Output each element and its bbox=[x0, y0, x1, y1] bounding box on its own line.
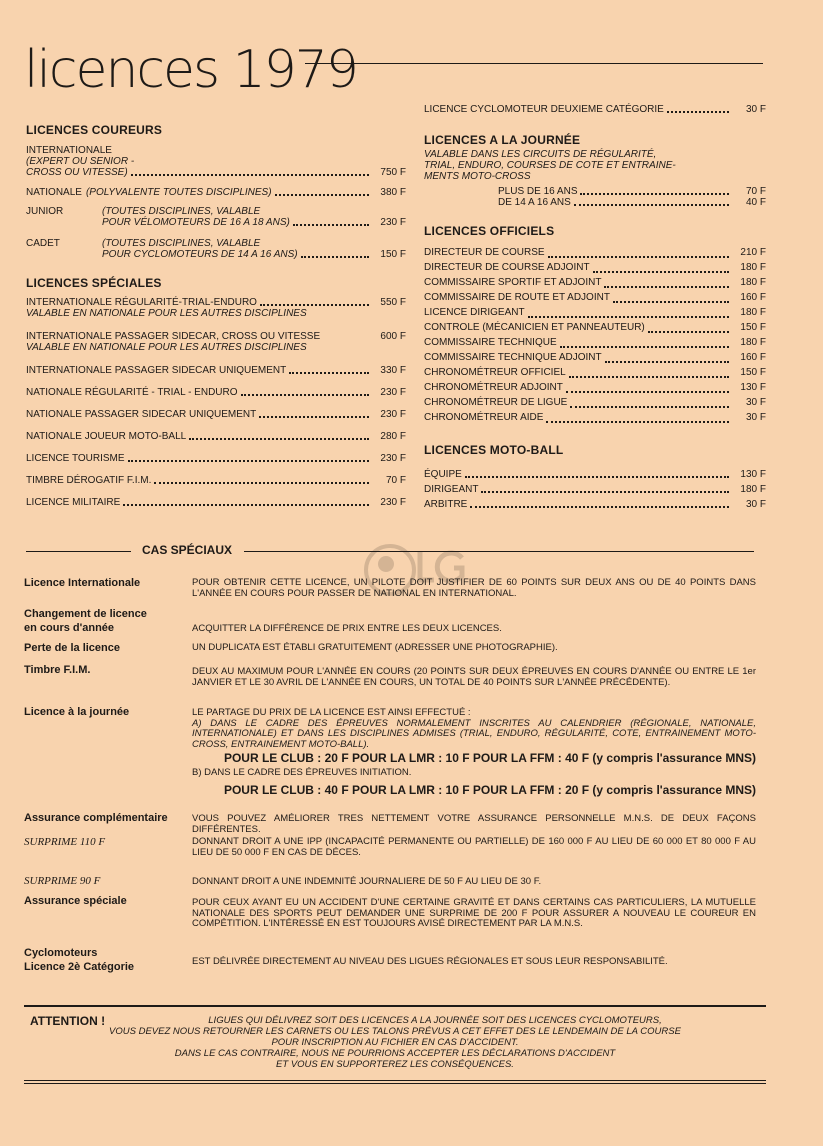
item-label: COMMISSAIRE SPORTIF ET ADJOINT bbox=[424, 277, 602, 288]
cadet-label: CADET bbox=[26, 238, 60, 249]
item-price: 550 F bbox=[380, 297, 406, 308]
nationale-entry bbox=[26, 187, 406, 198]
case-label: Licence Internationale bbox=[24, 577, 141, 589]
item-label: DIRECTEUR DE COURSE ADJOINT bbox=[424, 262, 590, 273]
item-price: 130 F bbox=[740, 382, 766, 393]
page-title: licences 1979 bbox=[24, 40, 357, 100]
list-item bbox=[26, 387, 406, 409]
item-note: VALABLE EN NATIONALE POUR LES AUTRES DISCIPLINES bbox=[26, 342, 307, 353]
title-rule bbox=[305, 63, 763, 64]
cas-speciaux-heading: CAS SPÉCIAUX bbox=[142, 543, 233, 557]
item-label: LICENCE DIRIGEANT bbox=[424, 307, 525, 318]
case-label: Timbre F.I.M. bbox=[24, 664, 91, 676]
attention-line: VOUS DEVEZ NOUS RETOURNER LES CARNETS OU LES TALONS PRÉVUS A CET EFFET DES LE LENDEMAIN DE LA COURSE bbox=[109, 1026, 681, 1037]
item-price: 30 F bbox=[745, 412, 766, 423]
leader-dots bbox=[570, 402, 729, 408]
item-label: CONTROLE (MÉCANICIEN ET PANNEAUTEUR) bbox=[424, 322, 645, 333]
leader-dots bbox=[189, 434, 369, 440]
divider bbox=[24, 1083, 766, 1084]
item-label: INTERNATIONALE PASSAGER SIDECAR, CROSS OU VITESSE bbox=[26, 331, 321, 342]
case-text: ACQUITTER LA DIFFÉRENCE DE PRIX ENTRE LES DEUX LICENCES. bbox=[192, 623, 502, 634]
junior-entry bbox=[26, 206, 406, 228]
leader-dots bbox=[241, 390, 369, 396]
leader-dots bbox=[605, 357, 729, 363]
leader-dots bbox=[260, 300, 369, 306]
item-label: ÉQUIPE bbox=[424, 469, 462, 480]
cyclo-price: 30 F bbox=[745, 104, 766, 115]
case-label bbox=[24, 946, 184, 974]
case-label: Assurance complémentaire bbox=[24, 812, 168, 824]
international-entry bbox=[26, 145, 406, 178]
plus16-label: PLUS DE 16 ANS bbox=[498, 186, 578, 197]
leader-dots bbox=[465, 472, 729, 478]
plus16-price: 70 F bbox=[745, 186, 766, 197]
item-price: 30 F bbox=[745, 499, 766, 510]
list-item bbox=[424, 465, 766, 480]
list-item bbox=[424, 365, 766, 380]
case-label: Licence à la journée bbox=[24, 706, 130, 718]
leader-dots bbox=[569, 372, 729, 378]
list-item bbox=[424, 350, 766, 365]
item-label: INTERNATIONALE RÉGULARITÉ-TRIAL-ENDURO bbox=[26, 297, 257, 308]
junior-note: (TOUTES DISCIPLINES, VALABLE bbox=[102, 206, 261, 217]
case-text: DONNANT DROIT A UNE INDEMNITÉ JOURNALIERE DE 50 F AU LIEU DE 30 F. bbox=[192, 876, 542, 887]
item-price: 280 F bbox=[380, 431, 406, 442]
divider bbox=[26, 551, 131, 552]
international-price: 750 F bbox=[380, 167, 406, 178]
cadet-note: (TOUTES DISCIPLINES, VALABLE bbox=[102, 238, 261, 249]
list-item bbox=[424, 290, 766, 305]
case-label-line: en cours d'année bbox=[24, 622, 115, 634]
journee-b: B) DANS LE CADRE DES ÉPREUVES INITIATION. bbox=[192, 767, 412, 778]
motoball-list bbox=[424, 465, 766, 510]
list-item bbox=[424, 305, 766, 320]
attention-line: POUR INSCRIPTION AU FICHIER EN CAS D'ACCIDENT. bbox=[271, 1037, 519, 1048]
item-price: 70 F bbox=[385, 475, 406, 486]
list-item bbox=[424, 275, 766, 290]
nationale-label: NATIONALE bbox=[26, 187, 82, 198]
journee-a-prices: POUR LE CLUB : 20 F POUR LA LMR : 10 F POUR LA FFM : 40 F (y compris l'assurance MNS) bbox=[223, 751, 756, 765]
item-label: CHRONOMÉTREUR OFFICIEL bbox=[424, 367, 566, 378]
divider bbox=[24, 1080, 766, 1081]
leader-dots bbox=[580, 189, 729, 195]
list-item bbox=[424, 410, 766, 425]
case-text: DONNANT DROIT A UNE IPP (INCAPACITÉ PERMANENTE OU PARTIELLE) DE 160 000 F AU LIEU DE 60 000 ET 80 000 F AU LIEU DE 50 000 F EN CAS DE DÉCES. bbox=[192, 836, 756, 858]
cyclo-label: LICENCE CYCLOMOTEUR DEUXIEME CATÉGORIE bbox=[424, 104, 664, 115]
leader-dots bbox=[667, 107, 729, 113]
speciales-list bbox=[26, 297, 406, 519]
case-label-line: Cyclomoteurs bbox=[24, 947, 98, 959]
leader-dots bbox=[259, 412, 369, 418]
international-label: INTERNATIONALE bbox=[26, 145, 112, 156]
left-column bbox=[26, 125, 406, 519]
leader-dots bbox=[566, 387, 729, 393]
journee-heading: LICENCES A LA JOURNÉE bbox=[424, 133, 581, 147]
motoball-heading: LICENCES MOTO-BALL bbox=[424, 443, 564, 457]
list-item bbox=[424, 395, 766, 410]
item-price: 160 F bbox=[740, 352, 766, 363]
list-item bbox=[424, 245, 766, 260]
de14-label: DE 14 A 16 ANS bbox=[498, 197, 571, 208]
case-text: POUR CEUX AYANT EU UN ACCIDENT D'UNE CERTAINE GRAVITÉ ET DANS CERTAINS CAS PARTICULIERS, LA MUTUELLE NATIONALE DES SPORTS PEUT DEMANDER UNE SURPRIME DE 200 F POUR ASSURER A NOUVEAU LE COUREUR EN COMPÉTITION. L'INTÉRESSÉ EN EST TOUJOURS AVISÉ DIRECTEMENT PAR LA M.N.S. bbox=[192, 897, 756, 929]
attention-line: ET VOUS EN SUPPORTEREZ LES CONSÉQUENCES. bbox=[276, 1059, 514, 1070]
leader-dots bbox=[275, 190, 369, 196]
list-item bbox=[26, 409, 406, 431]
officiels-list bbox=[424, 245, 766, 425]
leader-dots bbox=[604, 282, 729, 288]
leader-dots bbox=[648, 327, 729, 333]
journee-b-prices: POUR LE CLUB : 40 F POUR LA LMR : 10 F POUR LA FFM : 20 F (y compris l'assurance MNS) bbox=[223, 782, 756, 797]
item-price: 180 F bbox=[740, 337, 766, 348]
list-item bbox=[26, 453, 406, 475]
cadet-entry bbox=[26, 238, 406, 260]
leader-dots bbox=[613, 297, 729, 303]
item-label: CHRONOMÉTREUR DE LIGUE bbox=[424, 397, 568, 408]
item-label: COMMISSAIRE TECHNIQUE ADJOINT bbox=[424, 352, 602, 363]
divider bbox=[24, 1005, 766, 1007]
item-price: 180 F bbox=[740, 307, 766, 318]
list-item bbox=[26, 431, 406, 453]
leader-dots bbox=[560, 342, 729, 348]
item-label: NATIONALE PASSAGER SIDECAR UNIQUEMENT bbox=[26, 409, 257, 420]
item-price: 30 F bbox=[745, 397, 766, 408]
item-price: 230 F bbox=[380, 387, 406, 398]
item-label: NATIONALE JOUEUR MOTO-BALL bbox=[26, 431, 187, 442]
case-label-line: Changement de licence bbox=[24, 608, 147, 620]
leader-dots bbox=[131, 170, 369, 176]
case-text: EST DÉLIVRÉE DIRECTEMENT AU NIVEAU DES LIGUES RÉGIONALES ET SOUS LEUR RESPONSABILITÉ. bbox=[192, 956, 668, 967]
item-label: TIMBRE DÉROGATIF F.I.M. bbox=[26, 475, 152, 486]
coureurs-heading: LICENCES COUREURS bbox=[26, 123, 163, 137]
item-price: 160 F bbox=[740, 292, 766, 303]
case-text: UN DUPLICATA EST ÉTABLI GRATUITEMENT (ADRESSER UNE PHOTOGRAPHIE). bbox=[192, 642, 558, 653]
item-price: 150 F bbox=[740, 367, 766, 378]
attention-notice bbox=[30, 1015, 760, 1070]
item-price: 180 F bbox=[740, 484, 766, 495]
leader-dots bbox=[289, 368, 369, 374]
list-item bbox=[26, 331, 406, 365]
case-label-line: Licence 2è Catégorie bbox=[24, 961, 135, 973]
item-label: NATIONALE RÉGULARITÉ - TRIAL - ENDURO bbox=[26, 387, 238, 398]
international-note: (EXPERT OU SENIOR - bbox=[26, 156, 135, 167]
international-note-2: CROSS OU VITESSE) bbox=[26, 167, 128, 178]
list-item bbox=[26, 365, 406, 387]
item-label: DIRECTEUR DE COURSE bbox=[424, 247, 545, 258]
journee-a: A) DANS LE CADRE DES ÉPREUVES NORMALEMENT INSCRITES AU CALENDRIER (RÉGIONALE, NATIONALE, INTERNATIONALE) ET DANS LES DISCIPLINES ADMISES (TRIAL, ENDURO, RÉGULARITÉ, COTE, ENTRAINEMENT MOTO-CROSS, ENTRAINEMENT MOTO-BALL). bbox=[192, 717, 756, 750]
item-label: INTERNATIONALE PASSAGER SIDECAR UNIQUEMENT bbox=[26, 365, 287, 376]
speciales-heading: LICENCES SPÉCIALES bbox=[26, 276, 162, 290]
journee-note: VALABLE DANS LES CIRCUITS DE RÉGULARITÉ, bbox=[424, 149, 657, 160]
leader-dots bbox=[528, 312, 729, 318]
leader-dots bbox=[301, 252, 369, 258]
leader-dots bbox=[293, 220, 369, 226]
officiels-heading: LICENCES OFFICIELS bbox=[424, 224, 555, 238]
case-label bbox=[24, 607, 184, 635]
case-label: SURPRIME 110 F bbox=[24, 836, 106, 848]
leader-dots bbox=[593, 267, 729, 273]
journee-note-3: MENTS MOTO-CROSS bbox=[424, 171, 531, 182]
cadet-price: 150 F bbox=[380, 249, 406, 260]
leader-gap bbox=[323, 334, 369, 340]
item-price: 180 F bbox=[740, 277, 766, 288]
case-label: Assurance spéciale bbox=[24, 895, 127, 907]
item-label: CHRONOMÉTREUR ADJOINT bbox=[424, 382, 563, 393]
item-price: 230 F bbox=[380, 497, 406, 508]
list-item bbox=[424, 495, 766, 510]
leader-dots bbox=[154, 478, 369, 484]
item-label: COMMISSAIRE DE ROUTE ET ADJOINT bbox=[424, 292, 610, 303]
journee-prices bbox=[498, 186, 766, 208]
junior-price: 230 F bbox=[380, 217, 406, 228]
case-label: SURPRIME 90 F bbox=[24, 875, 101, 887]
list-item bbox=[26, 475, 406, 497]
item-price: 180 F bbox=[740, 262, 766, 273]
item-price: 150 F bbox=[740, 322, 766, 333]
cadet-note-2: POUR CYCLOMOTEURS DE 14 A 16 ANS) bbox=[102, 249, 298, 260]
item-label: LICENCE TOURISME bbox=[26, 453, 125, 464]
attention-label: ATTENTION ! bbox=[30, 1014, 106, 1028]
divider bbox=[244, 551, 754, 552]
item-label: CHRONOMÉTREUR AIDE bbox=[424, 412, 544, 423]
case-text: POUR OBTENIR CETTE LICENCE, UN PILOTE DOIT JUSTIFIER DE 60 POINTS SUR DEUX ANS OU DE 40 POINTS DANS L'ANNÉE EN COURS POUR PASSER DE NATIONAL EN INTERNATIONAL. bbox=[192, 577, 756, 599]
list-item bbox=[424, 480, 766, 495]
cas-speciaux-section bbox=[24, 543, 766, 973]
item-note: VALABLE EN NATIONALE POUR LES AUTRES DISCIPLINES bbox=[26, 308, 307, 319]
item-label: LICENCE MILITAIRE bbox=[26, 497, 121, 508]
case-text: DEUX AU MAXIMUM POUR L'ANNÉE EN COURS (20 POINTS SUR DEUX ÉPREUVES EN COURS D'ANNÉE OU ENTRE LE 1er JANVIER ET LE 30 AVRIL DE L'ANNÉE EN COURS, UN TOTAL DE 40 POINTS SUR L'ANNÉE PRÉCÉDENTE). bbox=[192, 666, 756, 688]
item-label: ARBITRE bbox=[424, 499, 468, 510]
case-text bbox=[192, 708, 756, 798]
list-item bbox=[424, 260, 766, 275]
list-item bbox=[424, 380, 766, 395]
right-column bbox=[424, 104, 766, 510]
journee-intro: LE PARTAGE DU PRIX DE LA LICENCE EST AINSI EFFECTUÉ : bbox=[192, 707, 471, 718]
list-item bbox=[424, 335, 766, 350]
journee-note-2: TRIAL, ENDURO, COURSES DE COTE ET ENTRAINE- bbox=[424, 160, 676, 171]
nationale-price: 380 F bbox=[380, 187, 406, 198]
case-text: VOUS POUVEZ AMÉLIORER TRES NETTEMENT VOTRE ASSURANCE PERSONNELLE M.N.S. DE DEUX FAÇONS DIFFÉRENTES. bbox=[192, 813, 756, 835]
de14-price: 40 F bbox=[745, 197, 766, 208]
junior-note-2: POUR VÉLOMOTEURS DE 16 A 18 ANS) bbox=[102, 217, 290, 228]
case-label: Perte de la licence bbox=[24, 642, 120, 654]
leader-dots bbox=[546, 417, 729, 423]
leader-dots bbox=[481, 487, 729, 493]
leader-dots bbox=[574, 200, 729, 206]
leader-dots bbox=[123, 500, 369, 506]
item-price: 330 F bbox=[380, 365, 406, 376]
item-price: 230 F bbox=[380, 409, 406, 420]
junior-label: JUNIOR bbox=[26, 206, 64, 217]
leader-dots bbox=[470, 502, 729, 508]
nationale-note: (POLYVALENTE TOUTES DISCIPLINES) bbox=[85, 187, 272, 198]
item-price: 600 F bbox=[380, 331, 406, 342]
item-price: 210 F bbox=[740, 247, 766, 258]
leader-dots bbox=[128, 456, 369, 462]
attention-line: DANS LE CAS CONTRAIRE, NOUS NE POURRIONS ACCEPTER LES DÉCLARATIONS D'ACCIDENT bbox=[174, 1048, 616, 1059]
list-item bbox=[26, 497, 406, 519]
cas-speciaux-header bbox=[24, 543, 766, 559]
list-item bbox=[424, 320, 766, 335]
list-item bbox=[26, 297, 406, 331]
leader-dots bbox=[548, 252, 729, 258]
item-label: DIRIGEANT bbox=[424, 484, 479, 495]
cyclo-entry bbox=[424, 104, 766, 115]
item-price: 130 F bbox=[740, 469, 766, 480]
item-label: COMMISSAIRE TECHNIQUE bbox=[424, 337, 557, 348]
item-price: 230 F bbox=[380, 453, 406, 464]
attention-line: LIGUES QUI DÉLIVREZ SOIT DES LICENCES A LA JOURNÉE SOIT DES LICENCES CYCLOMOTEURS, bbox=[208, 1015, 662, 1026]
